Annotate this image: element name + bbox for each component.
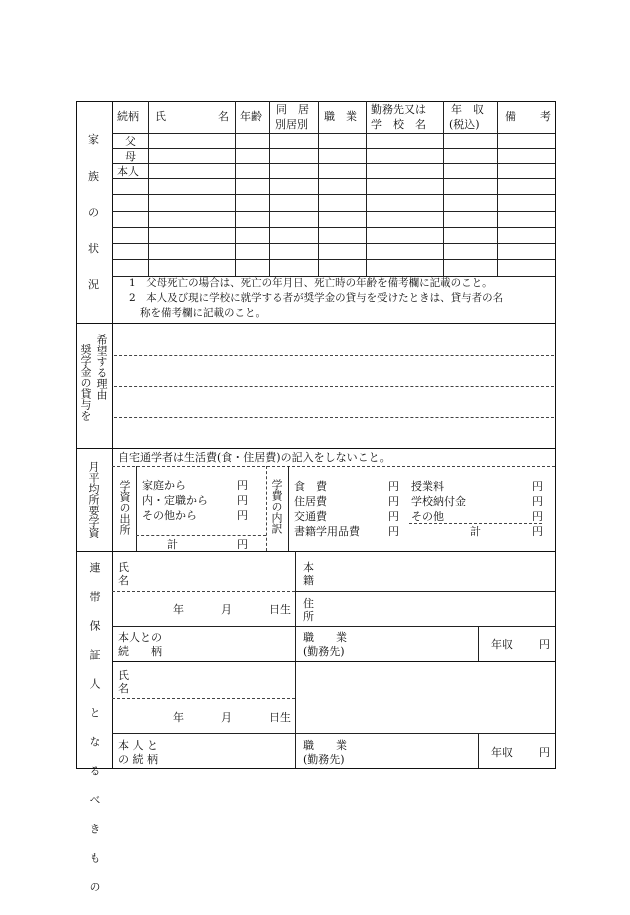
cost-label: 月平均所要学資 — [87, 461, 100, 538]
breakdown-transport: 交通費 — [294, 510, 327, 523]
section-divider — [76, 323, 556, 324]
reason-line — [114, 355, 554, 356]
breakdown-food-unit: 円 — [388, 480, 399, 493]
reason-label-col2: 希望する理由 — [95, 334, 108, 400]
guarantor1-birth-day: 日生 — [269, 603, 291, 616]
breakdown-transport-unit: 円 — [388, 510, 399, 523]
header-income-top: 年 収 — [451, 103, 484, 116]
guarantor2-name-bottom: 名 — [118, 682, 129, 695]
form-right-border — [555, 101, 556, 768]
guarantor1-domicile-top: 本 — [303, 561, 314, 574]
section-divider — [76, 551, 556, 552]
form-bottom-border — [76, 768, 556, 769]
family-label-char: 状 — [88, 242, 99, 255]
family-note-2: 2 本人及び現に学校に就学する者が奨学金の貸与を受けたときは、貸与者の名 — [129, 292, 504, 304]
header-work-top: 勤務先又は — [371, 103, 426, 116]
guarantor1-job-bottom: (勤務先) — [303, 645, 345, 658]
guarantor-label: 連帯保証人となるべきもの — [88, 562, 101, 910]
breakdown-tuition: 授業料 — [411, 480, 444, 493]
guarantor2-job-bottom: (勤務先) — [303, 753, 345, 766]
guarantor1-address-top: 住 — [303, 597, 314, 610]
breakdown-total-unit: 円 — [532, 525, 543, 538]
header-relation: 続柄 — [117, 110, 139, 123]
reason-line — [114, 386, 554, 387]
family-note-1: 1 父母死亡の場合は、死亡の年月日、死亡時の年齢を備考欄に記載のこと。 — [129, 277, 493, 289]
breakdown-other: その他 — [411, 510, 444, 523]
family-label-char: 家 — [88, 133, 99, 146]
source-total-unit: 円 — [237, 538, 248, 551]
breakdown-books: 書籍学用品費 — [294, 525, 360, 538]
breakdown-housing-unit: 円 — [388, 495, 399, 508]
source-other-unit: 円 — [237, 509, 248, 522]
source-other-label: その他から — [142, 509, 197, 522]
guarantor1-birth-year: 年 — [173, 603, 184, 616]
family-note-3: 称を備考欄に記載のこと。 — [140, 307, 266, 319]
family-label-char: 族 — [88, 170, 99, 183]
header-name-left: 氏 — [155, 110, 166, 123]
header-age: 年齢 — [240, 110, 262, 123]
guarantor2-name-top: 氏 — [118, 669, 129, 682]
guarantor2-birth-day: 日生 — [269, 711, 291, 724]
guarantor2-relation-bottom: の 続 柄 — [118, 753, 158, 766]
guarantor2-income-label: 年収 — [491, 746, 513, 759]
source-home-unit: 円 — [237, 479, 248, 492]
guarantor2-job-top: 職 業 — [303, 739, 347, 752]
guarantor1-relation-top: 本人との — [118, 631, 162, 644]
breakdown-total: 計 — [470, 525, 481, 538]
guarantor2-relation-top: 本 人 と — [118, 739, 158, 752]
breakdown-books-unit: 円 — [388, 525, 399, 538]
relation-self: 本人 — [117, 165, 139, 178]
form-left-border — [76, 101, 77, 768]
header-name-right: 名 — [218, 110, 229, 123]
breakdown-school-fee-unit: 円 — [532, 495, 543, 508]
breakdown-other-unit: 円 — [532, 510, 543, 523]
relation-father: 父 — [125, 135, 136, 148]
header-cohabit-bottom: 別居別 — [275, 118, 308, 131]
header-cohabit-top: 同 居 — [276, 103, 309, 116]
source-job-label: 内・定職から — [142, 494, 208, 507]
family-label-char: 況 — [88, 278, 99, 291]
guarantor1-address-bottom: 所 — [303, 610, 314, 623]
section-divider — [76, 448, 556, 449]
header-remarks-left: 備 — [505, 110, 516, 123]
guarantor2-birth-month: 月 — [221, 711, 232, 724]
guarantor1-job-top: 職 業 — [303, 631, 347, 644]
header-income-bottom: (税込) — [449, 118, 480, 131]
guarantor1-relation-bottom: 続 柄 — [118, 645, 162, 658]
breakdown-school-fee: 学校納付金 — [411, 495, 466, 508]
relation-mother: 母 — [125, 150, 136, 163]
breakdown-label: 学費の内訳 — [270, 479, 283, 534]
source-total-label: 計 — [167, 538, 178, 551]
label-column-border — [112, 101, 113, 768]
guarantor1-birth-month: 月 — [221, 603, 232, 616]
header-work-bottom: 学 校 名 — [371, 118, 426, 131]
header-remarks-right: 考 — [540, 110, 551, 123]
breakdown-food: 食 費 — [294, 480, 327, 493]
guarantor1-name-top: 氏 — [118, 561, 129, 574]
breakdown-housing: 住居費 — [294, 495, 327, 508]
guarantor1-name-bottom: 名 — [118, 574, 129, 587]
breakdown-tuition-unit: 円 — [532, 480, 543, 493]
source-job-unit: 円 — [237, 494, 248, 507]
header-job: 職 業 — [324, 110, 357, 123]
reason-line — [114, 417, 554, 418]
reason-label-col1: 奨学金の貸与を — [79, 344, 92, 421]
source-home-label: 家庭から — [142, 479, 186, 492]
cost-note: 自宅通学者は生活費(食・住居費)の記入をしないこと。 — [118, 451, 391, 464]
family-label-char: の — [88, 206, 99, 219]
guarantor1-income-unit: 円 — [539, 638, 550, 651]
guarantor1-income-label: 年収 — [491, 638, 513, 651]
guarantor2-birth-year: 年 — [173, 711, 184, 724]
guarantor1-domicile-bottom: 籍 — [303, 574, 314, 587]
source-label: 学資の出所 — [118, 480, 131, 535]
guarantor2-income-unit: 円 — [539, 746, 550, 759]
